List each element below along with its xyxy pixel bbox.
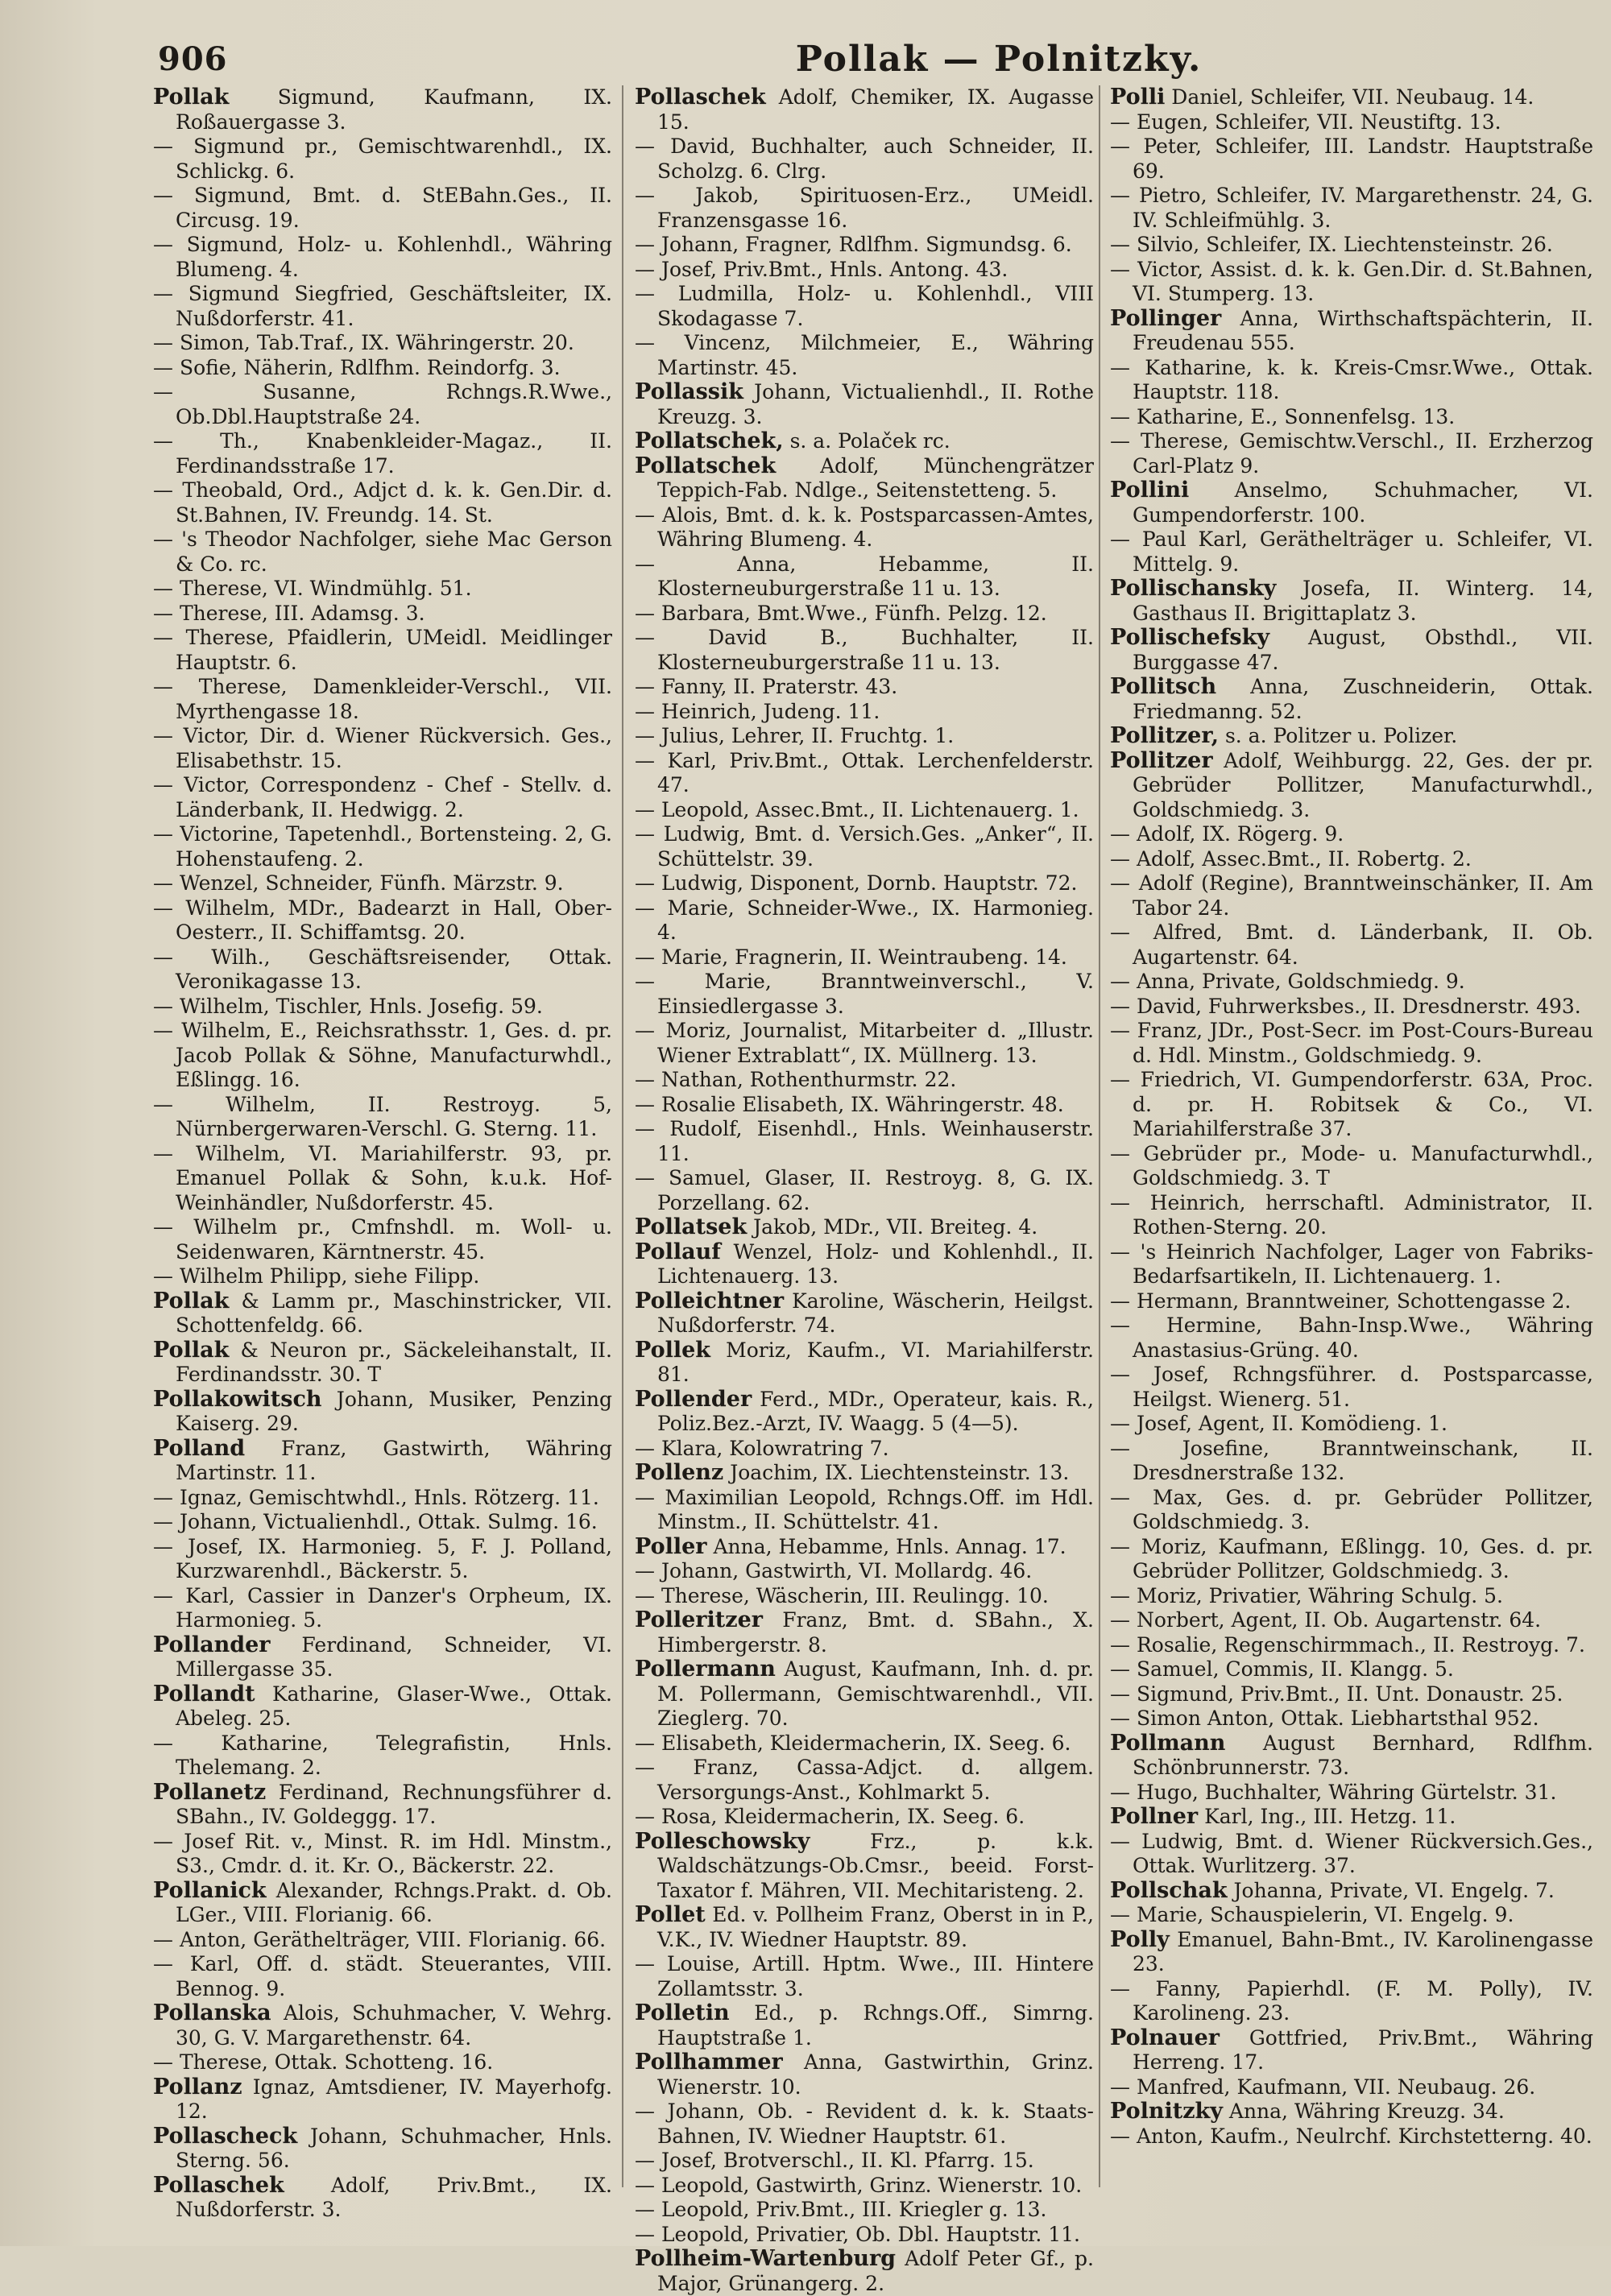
directory-entry: — Anton, Geräthelträger, VIII. Florianig. 66.	[153, 1927, 607, 1951]
surname: Polleschowsky	[635, 1828, 810, 1854]
directory-heading-entry: Pollak Sigmund, Kaufmann, IX. Roßauergasse 3.	[153, 85, 612, 134]
directory-entry: — Heinrich, herrschaftl. Administrator, II. Rothen-Sterng. 20.	[1110, 1190, 1593, 1239]
column-1	[153, 85, 612, 2221]
surname: Pollaschek	[153, 2172, 284, 2198]
directory-entry: — Elisabeth, Kleidermacherin, IX. Seeg. 6.	[635, 1731, 1071, 1755]
directory-entry: — Jakob, Spirituosen-Erz., UMeidl. Franzensgasse 16.	[635, 184, 1094, 232]
directory-entry: — Maximilian Leopold, Rchngs.Off. im Hdl. Minstm., II. Schüttelstr. 41.	[635, 1485, 1094, 1533]
directory-heading-entry: Pollender Ferd., MDr., Operateur, kais. R., Poliz.Bez.-Arzt, IV. Waagg. 5 (4—5).	[635, 1386, 1094, 1435]
surname: Pollender	[635, 1386, 752, 1412]
directory-entry: — Leopold, Gastwirth, Grinz. Wienerstr. 10.	[635, 2173, 1083, 2197]
directory-heading-entry: Polnitzky Anna, Währing Kreuzg. 34.	[1110, 2099, 1505, 2124]
directory-entry: — Victorine, Tapetenhdl., Bortensteing. 2, G. Hohenstaufeng. 2.	[153, 822, 612, 871]
directory-entry: — Peter, Schleifer, III. Landstr. Hauptstraße 69.	[1110, 134, 1593, 183]
directory-entry: — Paul Karl, Geräthelträger u. Schleifer, VI. Mittelg. 9.	[1110, 527, 1593, 576]
directory-heading-entry: Pollschak Johanna, Private, VI. Engelg. 7.	[1110, 1877, 1555, 1903]
directory-heading-entry: Pollander Ferdinand, Schneider, VI. Millergasse 35.	[153, 1632, 612, 1681]
directory-heading-entry: Pollaschek Adolf, Priv.Bmt., IX. Nußdorferstr. 3.	[153, 2172, 612, 2221]
directory-entry: — Rosalie, Regenschirmmach., II. Restroyg. 7.	[1110, 1632, 1585, 1657]
surname: Polli	[1110, 85, 1166, 110]
directory-entry: — Wilhelm, E., Reichsrathsstr. 1, Ges. d. pr. Jacob Pollak & Söhne, Manufacturwhdl., Eßlingg. 16.	[153, 1019, 612, 1091]
directory-entry: — Adolf (Regine), Branntweinschänker, II. Am Tabor 24.	[1110, 871, 1593, 920]
directory-heading-entry: Polleritzer Franz, Bmt. d. SBahn., X. Himbergerstr. 8.	[635, 1607, 1094, 1657]
directory-entry: — Heinrich, Judeng. 11.	[635, 699, 880, 723]
directory-heading-entry: Pollinger Anna, Wirthschaftspächterin, II. Freudenau 555.	[1110, 305, 1593, 354]
surname: Pollatschek	[635, 453, 777, 478]
surname: Pollakowitsch	[153, 1386, 322, 1412]
directory-heading-entry: Pollanick Alexander, Rchngs.Prakt. d. Ob. LGer., VIII. Florianig. 66.	[153, 1877, 612, 1926]
column-2	[635, 85, 1094, 2295]
directory-entry: — Johann, Victualienhdl., Ottak. Sulmg. 16.	[153, 1510, 598, 1533]
directory-heading-entry: Pollheim-Wartenburg Adolf Peter Gf., p. Major, Grünangerg. 2.	[635, 2246, 1094, 2295]
directory-heading-entry: Pollakowitsch Johann, Musiker, Penzing Kaiserg. 29.	[153, 1386, 612, 1435]
surname: Pollanetz	[153, 1779, 267, 1805]
directory-entry: — Samuel, Commis, II. Klangg. 5.	[1110, 1657, 1454, 1681]
directory-heading-entry: Pollatschek, s. a. Polaček rc.	[635, 428, 950, 453]
directory-entry: — Vincenz, Milchmeier, E., Währing Martinstr. 45.	[635, 331, 1094, 379]
directory-heading-entry: Polleichtner Karoline, Wäscherin, Heilgst. Nußdorferstr. 74.	[635, 1288, 1094, 1337]
directory-entry: — Pietro, Schleifer, IV. Margarethenstr. 24, G. IV. Schleifmühlg. 3.	[1110, 184, 1593, 232]
surname: Pollander	[153, 1632, 271, 1657]
directory-heading-entry: Polland Franz, Gastwirth, Währing Martinstr. 11.	[153, 1435, 612, 1484]
directory-entry: — Leopold, Assec.Bmt., II. Lichtenauerg. 1.	[635, 797, 1079, 821]
directory-entry: — Simon Anton, Ottak. Liebhartsthal 952.	[1110, 1706, 1539, 1730]
directory-heading-entry: Pollischansky Josefa, II. Winterg. 14, Gasthaus II. Brigittaplatz 3.	[1110, 576, 1593, 625]
directory-entry: — Wilh., Geschäftsreisender, Ottak. Veronikagasse 13.	[153, 945, 612, 993]
directory-heading-entry: Pollner Karl, Ing., III. Hetzg. 11.	[1110, 1804, 1456, 1829]
directory-entry: — Josef, IX. Harmonieg. 5, F. J. Polland, Kurzwarenhdl., Bäckerstr. 5.	[153, 1534, 612, 1582]
directory-entry: — Moriz, Kaufmann, Eßlingg. 10, Ges. d. pr. Gebrüder Pollitzer, Goldschmiedg. 3.	[1110, 1534, 1593, 1582]
directory-entry: — Fanny, II. Praterstr. 43.	[635, 675, 898, 698]
surname: Polnauer	[1110, 2025, 1220, 2050]
surname: Pollak	[153, 85, 230, 110]
directory-entry: — Wilhelm Philipp, siehe Filipp.	[153, 1264, 480, 1288]
directory-entry: — Therese, Damenkleider-Verschl., VII. Myrthengasse 18.	[153, 675, 612, 723]
directory-entry: — Victor, Assist. d. k. k. Gen.Dir. d. St.Bahnen, VI. Stumperg. 13.	[1110, 257, 1593, 305]
surname: Pollanick	[153, 1877, 267, 1903]
surname: Polnitzky	[1110, 2099, 1223, 2124]
directory-entry: — Simon, Tab.Traf., IX. Währingerstr. 20.	[153, 331, 574, 354]
directory-entry: — Moriz, Journalist, Mitarbeiter d. „Illustr. Wiener Extrablatt“, IX. Müllnerg. 13.	[635, 1019, 1094, 1067]
page-number: 906	[158, 40, 228, 78]
directory-entry: — Sigmund, Priv.Bmt., II. Unt. Donaustr. 25.	[1110, 1682, 1563, 1706]
directory-entry: — Hermine, Bahn-Insp.Wwe., Währing Anastasius-Grüng. 40.	[1110, 1313, 1593, 1362]
directory-entry: — Leopold, Priv.Bmt., III. Kriegler g. 13.	[635, 2198, 1047, 2221]
surname: Pollitzer	[1110, 747, 1213, 773]
directory-entry: — Josef Rit. v., Minst. R. im Hdl. Minstm., S3., Cmdr. d. it. Kr. O., Bäckerstr. 22.	[153, 1829, 612, 1877]
surname: Pollanz	[153, 2074, 242, 2099]
directory-entry: — Max, Ges. d. pr. Gebrüder Pollitzer, Goldschmiedg. 3.	[1110, 1485, 1593, 1533]
surname: Pollandt	[153, 1681, 255, 1706]
directory-entry: — Moriz, Privatier, Währing Schulg. 5.	[1110, 1583, 1503, 1607]
surname: Polleritzer	[635, 1607, 763, 1632]
directory-heading-entry: Pollermann August, Kaufmann, Inh. d. pr. M. Pollermann, Gemischtwarenhdl., VII. Zieglerg. 70.	[635, 1657, 1094, 1730]
directory-entry: — Wilhelm, VI. Mariahilferstr. 93, pr. Emanuel Pollak & Sohn, k.u.k. Hof-Weinhändler, Nußdorferstr. 45.	[153, 1141, 612, 1214]
directory-entry: — Ludmilla, Holz- u. Kohlenhdl., VIII Skodagasse 7.	[635, 282, 1094, 330]
directory-entry: — 's Heinrich Nachfolger, Lager von Fabriks-Bedarfsartikeln, II. Lichtenauerg. 1.	[1110, 1239, 1593, 1288]
directory-heading-entry: Pollini Anselmo, Schuhmacher, VI. Gumpendorferstr. 100.	[1110, 478, 1593, 527]
directory-heading-entry: Polleschowsky Frz., p. k.k. Waldschätzungs-Ob.Cmsr., beeid. Forst-Taxator f. Mähren, VII. Mechitaristeng. 2.	[635, 1828, 1094, 1902]
directory-entry: — Karl, Off. d. städt. Steuerantes, VIII. Bennog. 9.	[153, 1952, 612, 2000]
directory-entry: — Norbert, Agent, II. Ob. Augartenstr. 64.	[1110, 1608, 1542, 1632]
directory-entry: — Manfred, Kaufmann, VII. Neubaug. 26.	[1110, 2075, 1536, 2099]
column-divider	[622, 85, 623, 2187]
surname: Pollmann	[1110, 1730, 1226, 1756]
directory-entry: — Sigmund, Holz- u. Kohlenhdl., Währing Blumeng. 4.	[153, 233, 612, 281]
directory-entry: — Josef, Priv.Bmt., Hnls. Antong. 43.	[635, 257, 1008, 281]
directory-entry: — Katharine, k. k. Kreis-Cmsr.Wwe., Ottak. Hauptstr. 118.	[1110, 355, 1593, 403]
directory-heading-entry: Pollenz Joachim, IX. Liechtensteinstr. 13.	[635, 1460, 1070, 1485]
directory-entry: — Marie, Branntweinverschl., V. Einsiedlergasse 3.	[635, 970, 1094, 1018]
directory-heading-entry: Pollischefsky August, Obsthdl., VII. Burggasse 47.	[1110, 625, 1593, 674]
directory-heading-entry: Pollatschek Adolf, Münchengrätzer Teppich-Fab. Ndlge., Seitenstetteng. 5.	[635, 453, 1094, 502]
directory-entry: — Rosalie Elisabeth, IX. Währingerstr. 48.	[635, 1092, 1064, 1116]
directory-entry: — Josef, Brotverschl., II. Kl. Pfarrg. 15.	[635, 2149, 1034, 2172]
surname: Poller	[635, 1533, 707, 1559]
surname: Pollitsch	[1110, 674, 1217, 699]
directory-entry: — Rosa, Kleidermacherin, IX. Seeg. 6.	[635, 1805, 1025, 1828]
surname: Pollanska	[153, 2000, 271, 2025]
directory-entry: — Therese, Ottak. Schotteng. 16.	[153, 2050, 494, 2074]
directory-entry: — Sofie, Näherin, Rdlfhm. Reindorfg. 3.	[153, 355, 561, 379]
column-divider	[1099, 85, 1100, 2187]
surname: Pollischefsky	[1110, 625, 1270, 650]
surname: Pollatschek,	[635, 428, 784, 453]
directory-entry: — Anna, Hebamme, II. Klosterneuburgerstraße 11 u. 13.	[635, 552, 1094, 600]
surname: Polletin	[635, 2000, 730, 2025]
directory-heading-entry: Polli Daniel, Schleifer, VII. Neubaug. 14.	[1110, 85, 1534, 110]
surname: Pollauf	[635, 1239, 721, 1264]
directory-entry: — Adolf, IX. Rögerg. 9.	[1110, 822, 1344, 846]
surname: Polleichtner	[635, 1288, 785, 1313]
surname: Pollascheck	[153, 2123, 298, 2149]
surname: Pollhammer	[635, 2050, 783, 2075]
directory-entry: — Karl, Priv.Bmt., Ottak. Lerchenfelderstr. 47.	[635, 748, 1094, 796]
directory-heading-entry: Polletin Ed., p. Rchngs.Off., Simrng. Hauptstraße 1.	[635, 2000, 1094, 2050]
directory-entry: — Wilhelm, II. Restroyg. 5, Nürnbergerwaren-Verschl. G. Sterng. 11.	[153, 1092, 612, 1140]
directory-entry: — Klara, Kolowratring 7.	[635, 1436, 889, 1460]
surname: Pollaschek	[635, 85, 766, 110]
directory-entry: — Wilhelm, Tischler, Hnls. Josefig. 59.	[153, 994, 543, 1018]
directory-entry: — Anna, Private, Goldschmiedg. 9.	[1110, 970, 1465, 993]
directory-heading-entry: Pollek Moriz, Kaufm., VI. Mariahilferstr. 81.	[635, 1337, 1094, 1386]
directory-heading-entry: Pollandt Katharine, Glaser-Wwe., Ottak. Abeleg. 25.	[153, 1681, 612, 1730]
directory-entry: — Wilhelm, MDr., Badearzt in Hall, Ober-Oesterr., II. Schiffamtsg. 20.	[153, 896, 612, 944]
surname: Pollenz	[635, 1460, 724, 1485]
directory-entry: — Leopold, Privatier, Ob. Dbl. Hauptstr. 11.	[635, 2222, 1080, 2246]
directory-entry: — Victor, Correspondenz - Chef - Stellv. d. Länderbank, II. Hedwigg. 2.	[153, 773, 612, 821]
directory-entry: — Sigmund Siegfried, Geschäftsleiter, IX. Nußdorferstr. 41.	[153, 282, 612, 330]
directory-entry: — Susanne, Rchngs.R.Wwe., Ob.Dbl.Hauptstraße 24.	[153, 380, 612, 428]
surname: Pollheim-Wartenburg	[635, 2246, 897, 2271]
directory-entry: — Wilhelm pr., Cmfnshdl. m. Woll- u. Seidenwaren, Kärntnerstr. 45.	[153, 1215, 612, 1264]
directory-entry: — Sigmund pr., Gemischtwarenhdl., IX. Schlickg. 6.	[153, 134, 612, 183]
surname: Pollak	[153, 1288, 230, 1313]
directory-entry: — Rudolf, Eisenhdl., Hnls. Weinhauserstr. 11.	[635, 1117, 1094, 1165]
directory-entry: — Marie, Fragnerin, II. Weintraubeng. 14.	[635, 945, 1067, 969]
directory-entry: — Ludwig, Disponent, Dornb. Hauptstr. 72.	[635, 871, 1078, 895]
directory-heading-entry: Pollassik Johann, Victualienhdl., II. Rothe Kreuzg. 3.	[635, 379, 1094, 428]
directory-heading-entry: Pollanska Alois, Schuhmacher, V. Wehrg. 30, G. V. Margarethenstr. 64.	[153, 2000, 612, 2050]
directory-heading-entry: Pollascheck Johann, Schuhmacher, Hnls. Sterng. 56.	[153, 2123, 612, 2172]
surname: Pollet	[635, 1902, 706, 1927]
directory-entry: — Marie, Schauspielerin, VI. Engelg. 9.	[1110, 1903, 1514, 1926]
directory-entry: — Alois, Bmt. d. k. k. Postsparcassen-Amtes, Währing Blumeng. 4.	[635, 503, 1094, 551]
directory-entry: — Fanny, Papierhdl. (F. M. Polly), IV. Karolineng. 23.	[1110, 1976, 1593, 2025]
directory-entry: — Th., Knabenkleider-Magaz., II. Ferdinandsstraße 17.	[153, 429, 612, 478]
directory-entry: — Therese, Gemischtw.Verschl., II. Erzherzog Carl-Platz 9.	[1110, 429, 1593, 478]
directory-entry: — Samuel, Glaser, II. Restroyg. 8, G. IX. Porzellang. 62.	[635, 1166, 1094, 1214]
directory-entry: — Katharine, E., Sonnenfelsg. 13.	[1110, 404, 1456, 428]
surname: Pollinger	[1110, 305, 1222, 331]
surname: Pollassik	[635, 379, 743, 404]
directory-heading-entry: Pollet Ed. v. Pollheim Franz, Oberst in in P., V.K., IV. Wiedner Hauptstr. 89.	[635, 1902, 1094, 1951]
directory-entry: — Eugen, Schleifer, VII. Neustiftg. 13.	[1110, 110, 1501, 134]
directory-heading-entry: Pollitzer Adolf, Weihburgg. 22, Ges. der pr. Gebrüder Pollitzer, Manufacturwhdl., Goldschmiedg. 3.	[1110, 747, 1593, 821]
directory-entry: — Adolf, Assec.Bmt., II. Robertg. 2.	[1110, 846, 1472, 871]
directory-entry: — Wenzel, Schneider, Fünfh. Märzstr. 9.	[153, 871, 564, 895]
surname: Pollek	[635, 1337, 710, 1363]
surname: Pollatsek	[635, 1214, 748, 1239]
directory-entry: — Gebrüder pr., Mode- u. Manufacturwhdl., Goldschmiedg. 3. T	[1110, 1141, 1593, 1189]
directory-entry: — Ludwig, Bmt. d. Wiener Rückversich.Ges., Ottak. Wurlitzerg. 37.	[1110, 1829, 1593, 1877]
directory-heading-entry: Pollak & Neuron pr., Säckeleihanstalt, II. Ferdinandsstr. 30. T	[153, 1337, 612, 1386]
directory-entry: — David, Buchhalter, auch Schneider, II. Scholzg. 6. Clrg.	[635, 134, 1094, 183]
directory-heading-entry: Pollitsch Anna, Zuschneiderin, Ottak. Friedmanng. 52.	[1110, 674, 1593, 723]
directory-heading-entry: Polly Emanuel, Bahn-Bmt., IV. Karolinengasse 23.	[1110, 1926, 1593, 1975]
directory-entry: — Barbara, Bmt.Wwe., Fünfh. Pelzg. 12.	[635, 601, 1047, 625]
columns-area	[153, 85, 1595, 2295]
surname: Polland	[153, 1435, 246, 1461]
directory-entry: — Ignaz, Gemischtwhdl., Hnls. Rötzerg. 11.	[153, 1485, 599, 1509]
directory-heading-entry: Pollatsek Jakob, MDr., VII. Breiteg. 4.	[635, 1214, 1038, 1239]
directory-heading-entry: Pollauf Wenzel, Holz- und Kohlenhdl., II. Lichtenauerg. 13.	[635, 1239, 1094, 1288]
directory-entry: — Franz, JDr., Post-Secr. im Post-Cours-Bureau d. Hdl. Minstm., Goldschmiedg. 9.	[1110, 1019, 1593, 1067]
directory-entry: — Josef, Rchngsführer. d. Postsparcasse, Heilgst. Wienerg. 51.	[1110, 1363, 1593, 1411]
surname: Pollermann	[635, 1657, 776, 1682]
surname: Pollischansky	[1110, 576, 1277, 601]
directory-entry: — Josef, Agent, II. Komödieng. 1.	[1110, 1412, 1447, 1435]
directory-entry: — Therese, VI. Windmühlg. 51.	[153, 577, 472, 600]
directory-entry: — David B., Buchhalter, II. Klosterneuburgerstraße 11 u. 13.	[635, 626, 1094, 674]
directory-entry: — Friedrich, VI. Gumpendorferstr. 63A, Proc. d. pr. H. Robitsek & Co., VI. Mariahilferstraße 37.	[1110, 1068, 1593, 1140]
directory-entry: — Josefine, Branntweinschank, II. Dresdnerstraße 132.	[1110, 1436, 1593, 1484]
surname: Pollschak	[1110, 1877, 1228, 1903]
directory-entry: — Marie, Schneider-Wwe., IX. Harmonieg. 4.	[635, 896, 1094, 944]
directory-entry: — Therese, III. Adamsg. 3.	[153, 601, 425, 625]
surname: Pollini	[1110, 478, 1190, 503]
directory-heading-entry: Pollak & Lamm pr., Maschinstricker, VII. Schottenfeldg. 66.	[153, 1288, 612, 1337]
directory-entry: — Johann, Fragner, Rdlfhm. Sigmundsg. 6.	[635, 233, 1072, 256]
directory-entry: — Sigmund, Bmt. d. StEBahn.Ges., II. Circusg. 19.	[153, 184, 612, 232]
surname: Pollitzer,	[1110, 723, 1219, 748]
running-head: Pollak — Polnitzky.	[795, 39, 1203, 80]
directory-heading-entry: Pollmann August Bernhard, Rdlfhm. Schönbrunnerstr. 73.	[1110, 1730, 1593, 1779]
directory-entry: — Anton, Kaufm., Neulrchf. Kirchstetterng. 40.	[1110, 2124, 1592, 2148]
directory-entry: — Theobald, Ord., Adjct d. k. k. Gen.Dir. d. St.Bahnen, IV. Freundg. 14. St.	[153, 478, 612, 527]
directory-entry: — Julius, Lehrer, II. Fruchtg. 1.	[635, 724, 955, 747]
directory-heading-entry: Poller Anna, Hebamme, Hnls. Annag. 17.	[635, 1533, 1066, 1559]
directory-entry: — Therese, Wäscherin, III. Reulingg. 10.	[635, 1583, 1049, 1607]
directory-entry: — Franz, Cassa-Adjct. d. allgem. Versorgungs-Anst., Kohlmarkt 5.	[635, 1756, 1094, 1804]
directory-entry: — 's Theodor Nachfolger, siehe Mac Gerson & Co. rc.	[153, 527, 612, 576]
directory-entry: — Alfred, Bmt. d. Länderbank, II. Ob. Augartenstr. 64.	[1110, 920, 1593, 969]
directory-heading-entry: Pollanetz Ferdinand, Rechnungsführer d. SBahn., IV. Goldeggg. 17.	[153, 1779, 612, 1828]
directory-heading-entry: Pollitzer, s. a. Politzer u. Polizer.	[1110, 723, 1458, 748]
surname: Polly	[1110, 1926, 1170, 1952]
directory-entry: — Hermann, Branntweiner, Schottengasse 2.	[1110, 1289, 1572, 1313]
column-3	[1110, 85, 1593, 2211]
directory-entry: — Louise, Artill. Hptm. Wwe., III. Hintere Zollamtsstr. 3.	[635, 1952, 1094, 2000]
directory-entry: — Therese, Pfaidlerin, UMeidl. Meidlinger Hauptstr. 6.	[153, 626, 612, 674]
directory-entry: — Johann, Gastwirth, VI. Mollardg. 46.	[635, 1559, 1033, 1582]
directory-entry: — Silvio, Schleifer, IX. Liechtensteinstr. 26.	[1110, 233, 1553, 256]
directory-entry: — Johann, Ob. - Revident d. k. k. Staats-Bahnen, IV. Wiedner Hauptstr. 61.	[635, 2099, 1094, 2148]
directory-heading-entry: Pollanz Ignaz, Amtsdiener, IV. Mayerhofg. 12.	[153, 2074, 612, 2123]
directory-heading-entry: Pollaschek Adolf, Chemiker, IX. Augasse 15.	[635, 85, 1094, 134]
directory-entry: — Hugo, Buchhalter, Währing Gürtelstr. 31.	[1110, 1780, 1557, 1804]
directory-heading-entry: Pollhammer Anna, Gastwirthin, Grinz. Wienerstr. 10.	[635, 2050, 1094, 2099]
surname: Pollak	[153, 1337, 230, 1363]
directory-entry: — Katharine, Telegrafistin, Hnls. Thelemang. 2.	[153, 1731, 612, 1779]
directory-entry: — David, Fuhrwerksbes., II. Dresdnerstr. 493.	[1110, 994, 1581, 1018]
directory-entry: — Victor, Dir. d. Wiener Rückversich. Ges., Elisabethstr. 15.	[153, 724, 612, 772]
directory-entry: — Nathan, Rothenthurmstr. 22.	[635, 1068, 957, 1091]
directory-entry: — Ludwig, Bmt. d. Versich.Ges. „Anker“, II. Schüttelstr. 39.	[635, 822, 1094, 871]
directory-entry: — Karl, Cassier in Danzer's Orpheum, IX. Harmonieg. 5.	[153, 1583, 612, 1632]
directory-heading-entry: Polnauer Gottfried, Priv.Bmt., Währing Herreng. 17.	[1110, 2025, 1593, 2074]
surname: Pollner	[1110, 1804, 1199, 1829]
